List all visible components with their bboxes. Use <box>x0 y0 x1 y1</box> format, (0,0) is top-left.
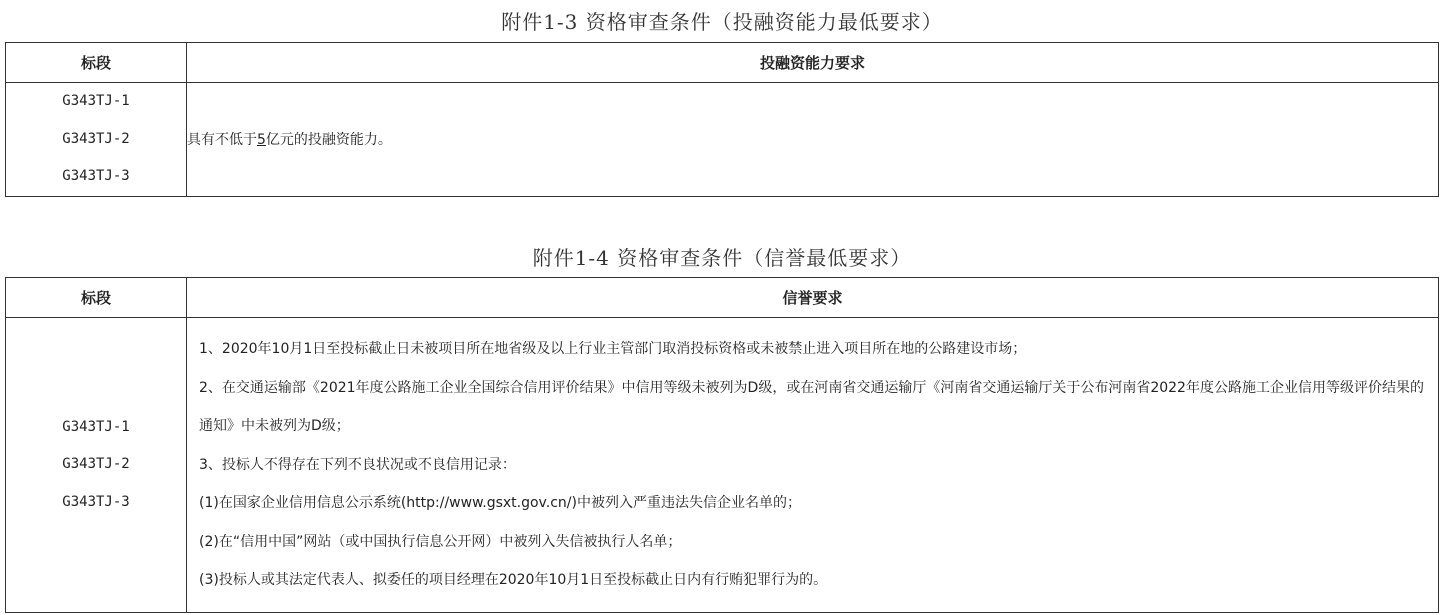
column-header-requirement: 信誉要求 <box>187 278 1439 318</box>
list-item: 3、投标人不得存在下列不良状况或不良信用记录： <box>199 456 516 473</box>
requirement-cell <box>187 83 1439 197</box>
section-cell <box>6 83 187 197</box>
column-header-section: 标段 <box>6 43 187 83</box>
section-code: G343TJ-2 <box>62 456 130 472</box>
credit-requirement-list <box>187 318 1438 612</box>
section-code: G343TJ-1 <box>62 93 130 109</box>
section-code: G343TJ-2 <box>62 130 130 147</box>
requirement-suffix: 亿元的投融资能力。 <box>265 132 392 149</box>
column-header-section: 标段 <box>6 278 187 318</box>
table-row <box>6 318 1439 613</box>
credit-requirements-table <box>5 277 1439 613</box>
list-item: 2、在交通运输部《2021年度公路施工企业全国综合信用评价结果》中信用等级未被列为D级，或在河南省交通运输厅《河南省交通运输厅关于公布河南省2022年度公路施工企业信用等级评价结果的通知》中未被列为D级； <box>199 379 1424 434</box>
list-item: (3)投标人或其法定代表人、拟委任的项目经理在2020年10月1日至投标截止日内有行贿犯罪行为的。 <box>199 572 828 588</box>
column-header-requirement: 投融资能力要求 <box>187 43 1439 83</box>
table-header-row <box>6 278 1439 318</box>
table-header-row <box>6 43 1439 83</box>
list-item: 1、2020年10月1日至投标截止日未被项目所在地省级及以上行业主管部门取消投标资格或未被禁止进入项目所在地的公路建设市场； <box>199 341 1027 357</box>
table1-caption: 附件1-3 资格审查条件（投融资能力最低要求） <box>501 10 943 34</box>
section-cell <box>6 318 187 613</box>
requirement-cell <box>187 318 1439 613</box>
requirement-amount: 5 <box>257 132 266 149</box>
table-row <box>6 83 1439 197</box>
section-code: G343TJ-3 <box>62 493 130 510</box>
section-code: G343TJ-3 <box>62 168 130 184</box>
list-item: (1)在国家企业信用信息公示系统(http://www.gsxt.gov.cn/)中被列入严重违法失信企业名单的； <box>199 495 801 511</box>
section-code: G343TJ-1 <box>62 418 130 435</box>
requirement-prefix: 具有不低于 <box>187 132 257 149</box>
table2-caption: 附件1-4 资格审查条件（信誉最低要求） <box>532 246 912 270</box>
list-item: (2)在“信用中国”网站（或中国执行信息公开网）中被列入失信被执行人名单； <box>199 533 682 550</box>
financing-requirements-table <box>5 42 1439 197</box>
